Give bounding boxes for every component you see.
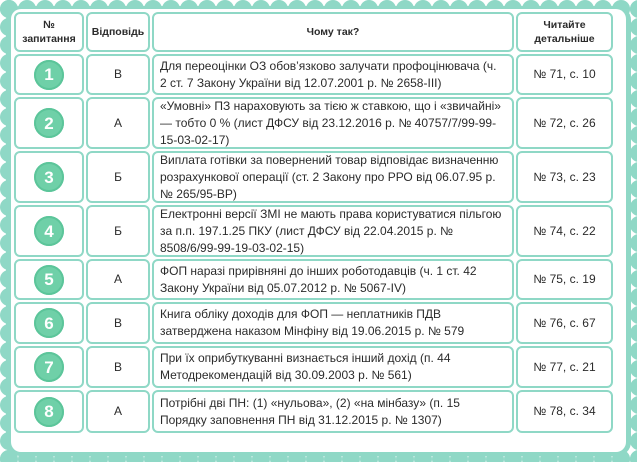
- question-number-badge: 8: [34, 397, 64, 427]
- answer-cell: А: [86, 259, 150, 300]
- answer-cell: В: [86, 302, 150, 344]
- question-number-badge: 3: [34, 162, 64, 192]
- reference-cell: № 76, с. 67: [516, 302, 613, 344]
- explanation-cell: ФОП наразі прирівняні до інших роботодавців (ч. 1 ст. 42 Закону України від 05.07.2012 р. № 5067-IV): [152, 259, 514, 300]
- explanation-cell: Електронні версії ЗМІ не мають права користуватися пільгою за п.п. 197.1.25 ПКУ (лист ДФСУ від 22.04.2015 р. № 8508/6/99-99-19-03-02-15): [152, 205, 514, 257]
- answer-cell: Б: [86, 151, 150, 203]
- question-number-cell: [14, 259, 84, 300]
- question-number-cell: [14, 54, 84, 95]
- explanation-cell: Книга обліку доходів для ФОП — неплатників ПДВ затверджена наказом Мінфіну від 19.06.2015 р. № 579: [152, 302, 514, 344]
- question-number-cell: [14, 205, 84, 257]
- question-number-cell: [14, 302, 84, 344]
- answer-cell: В: [86, 54, 150, 95]
- reference-cell: № 72, с. 26: [516, 97, 613, 149]
- answer-cell: А: [86, 390, 150, 433]
- question-number-cell: [14, 97, 84, 149]
- explanation-cell: Потрібні дві ПН: (1) «нульова», (2) «на мінбазу» (п. 15 Порядку заповнення ПН від 31.12.2015 р. № 1307): [152, 390, 514, 433]
- question-number-badge: 4: [34, 216, 64, 246]
- answers-table: [14, 12, 613, 433]
- header-number: № запитання: [14, 12, 84, 52]
- answer-cell: А: [86, 97, 150, 149]
- question-number-badge: 2: [34, 108, 64, 138]
- reference-cell: № 71, с. 10: [516, 54, 613, 95]
- reference-cell: № 74, с. 22: [516, 205, 613, 257]
- question-number-cell: [14, 390, 84, 433]
- explanation-cell: Виплата готівки за повернений товар відповідає визначенню розрахункової операції (ст. 2 Закону про РРО від 06.07.95 р. № 265/95-ВР): [152, 151, 514, 203]
- question-number-badge: 1: [34, 60, 64, 90]
- explanation-cell: Для переоцінки ОЗ обов’язково залучати профоцінювача (ч. 2 ст. 7 Закону України від 12.07.2001 р. № 2658-III): [152, 54, 514, 95]
- question-number-badge: 6: [34, 308, 64, 338]
- reference-cell: № 75, с. 19: [516, 259, 613, 300]
- reference-cell: № 73, с. 23: [516, 151, 613, 203]
- answer-cell: В: [86, 346, 150, 388]
- question-number-cell: [14, 346, 84, 388]
- explanation-cell: При їх оприбуткуванні визнається інший дохід (п. 44 Методрекомендацій від 30.09.2003 р. № 561): [152, 346, 514, 388]
- header-read: Читайте детальніше: [516, 12, 613, 52]
- question-number-badge: 5: [34, 265, 64, 295]
- question-number-cell: [14, 151, 84, 203]
- explanation-cell: «Умовні» ПЗ нараховують за тією ж ставкою, що і «звичайні» — тобто 0 % (лист ДФСУ від 23.12.2016 р. № 40757/7/99-99-15-03-02-17): [152, 97, 514, 149]
- answer-cell: Б: [86, 205, 150, 257]
- reference-cell: № 78, с. 34: [516, 390, 613, 433]
- question-number-badge: 7: [34, 352, 64, 382]
- reference-cell: № 77, с. 21: [516, 346, 613, 388]
- header-answer: Відповідь: [86, 12, 150, 52]
- header-why: Чому так?: [152, 12, 514, 52]
